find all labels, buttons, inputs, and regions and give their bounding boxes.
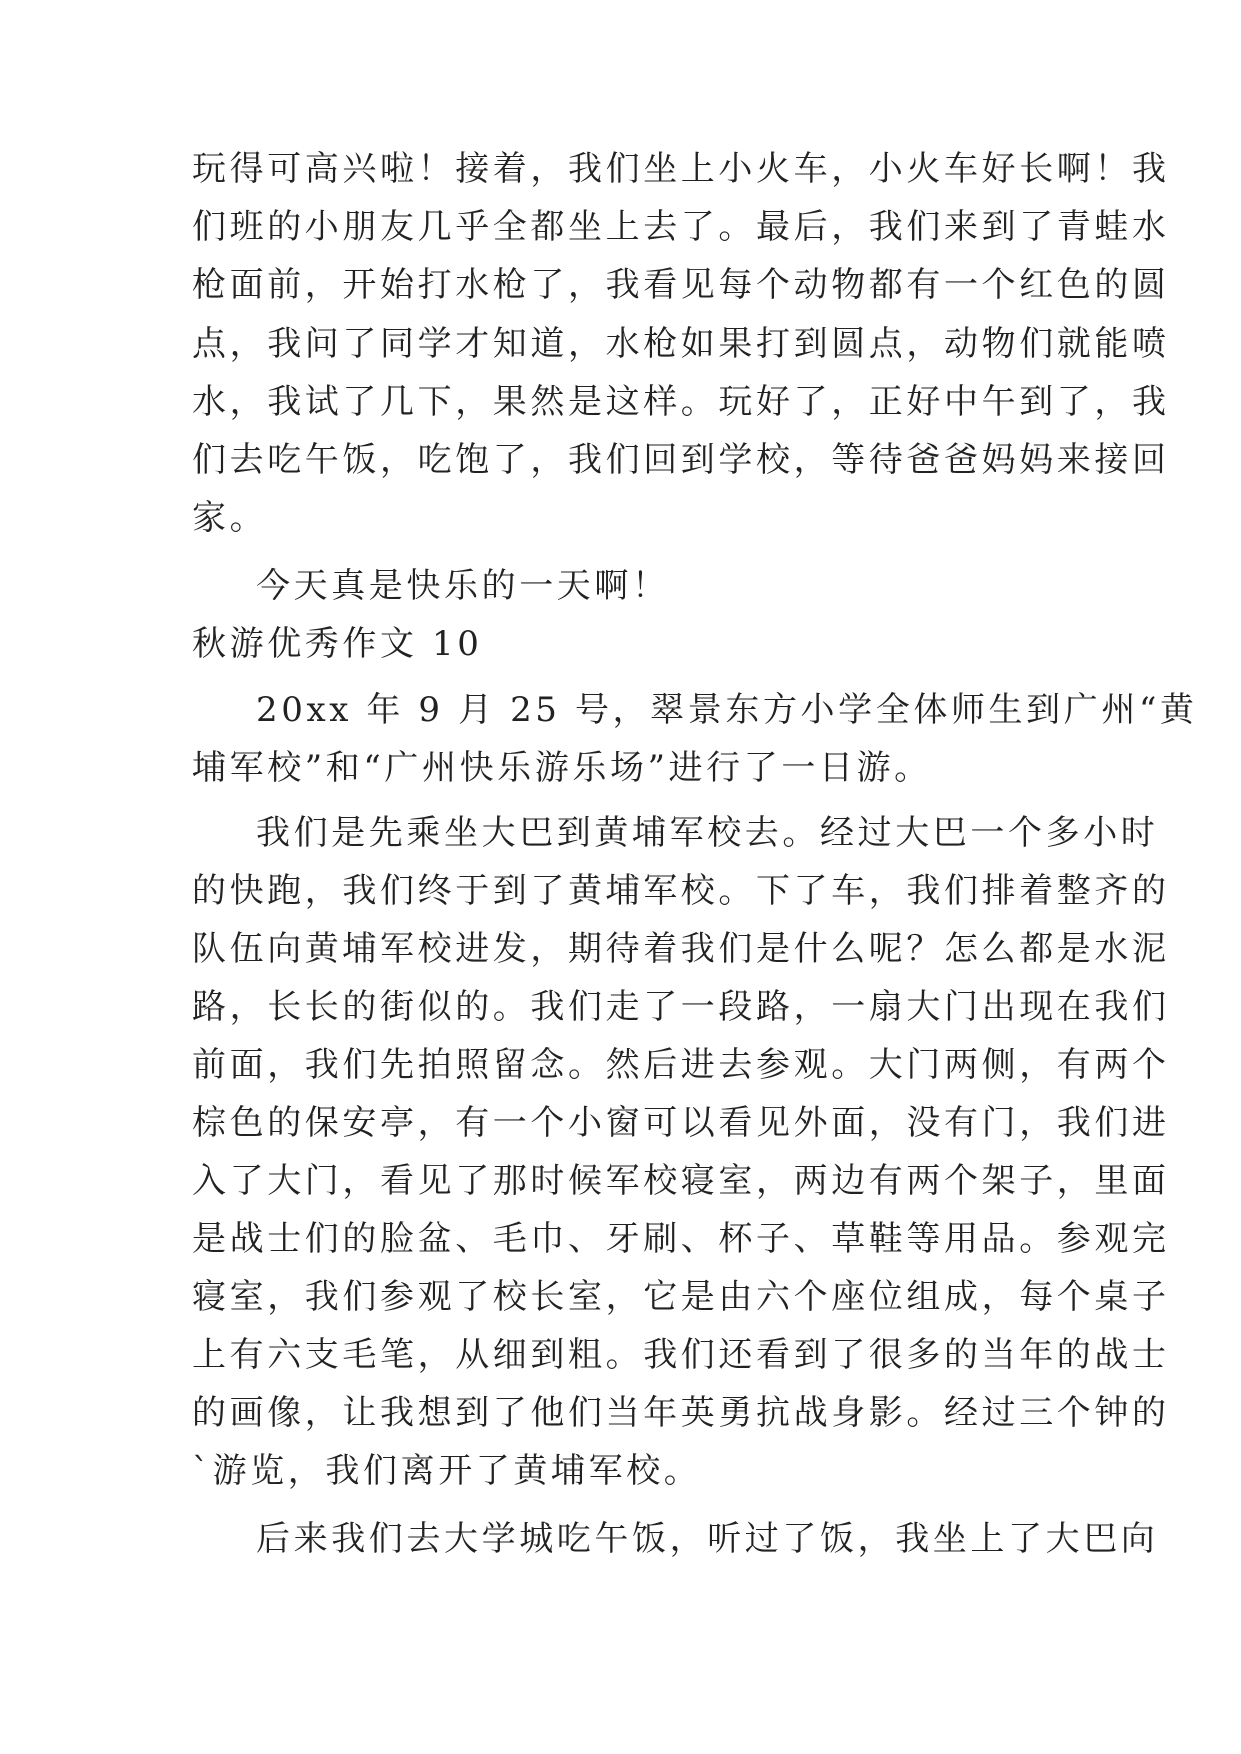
section-heading: 秋游优秀作文 10 <box>192 624 483 664</box>
paragraph-line: 水，我试了几下，果然是这样。玩好了，正好中午到了，我 <box>192 382 1170 422</box>
paragraph-line: 们去吃午饭，吃饱了，我们回到学校，等待爸爸妈妈来接回 <box>192 440 1170 480</box>
paragraph-line: 是战士们的脸盆、毛巾、牙刷、杯子、草鞋等用品。参观完 <box>192 1219 1170 1259</box>
paragraph-line: 入了大门，看见了那时候军校寝室，两边有两个架子，里面 <box>192 1161 1170 1201</box>
paragraph-line: 我们是先乘坐大巴到黄埔军校去。经过大巴一个多小时 <box>256 813 1159 853</box>
paragraph-line: 20xx 年 9 月 25 号，翠景东方小学全体师生到广州“黄 <box>256 690 1198 730</box>
paragraph-line: 埔军校”和“广州快乐游乐场”进行了一日游。 <box>192 748 932 788</box>
paragraph-line: 家。 <box>192 498 268 538</box>
paragraph-line: 的画像，让我想到了他们当年英勇抗战身影。经过三个钟的 <box>192 1393 1170 1433</box>
paragraph-line: 路，长长的街似的。我们走了一段路，一扇大门出现在我们 <box>192 987 1170 1027</box>
paragraph-line: 今天真是快乐的一天啊！ <box>256 566 670 606</box>
paragraph-line: 们班的小朋友几乎全都坐上去了。最后，我们来到了青蛙水 <box>192 207 1170 247</box>
paragraph-line: 棕色的保安亭，有一个小窗可以看见外面，没有门，我们进 <box>192 1103 1170 1143</box>
paragraph-line: 枪面前，开始打水枪了，我看见每个动物都有一个红色的圆 <box>192 265 1170 305</box>
paragraph-line: 的快跑，我们终于到了黄埔军校。下了车，我们排着整齐的 <box>192 871 1170 911</box>
paragraph-line: 寝室，我们参观了校长室，它是由六个座位组成，每个桌子 <box>192 1277 1170 1317</box>
paragraph-line: 前面，我们先拍照留念。然后进去参观。大门两侧，有两个 <box>192 1045 1170 1085</box>
paragraph-line: `游览，我们离开了黄埔军校。 <box>192 1451 702 1491</box>
paragraph-line: 点，我问了同学才知道，水枪如果打到圆点，动物们就能喷 <box>192 324 1170 364</box>
paragraph-line: 上有六支毛笔，从细到粗。我们还看到了很多的当年的战士 <box>192 1335 1170 1375</box>
paragraph-line: 队伍向黄埔军校进发，期待着我们是什么呢？怎么都是水泥 <box>192 929 1170 969</box>
paragraph-line: 玩得可高兴啦！接着，我们坐上小火车，小火车好长啊！我 <box>192 149 1170 189</box>
paragraph-line: 后来我们去大学城吃午饭，听过了饭，我坐上了大巴向 <box>256 1519 1159 1559</box>
